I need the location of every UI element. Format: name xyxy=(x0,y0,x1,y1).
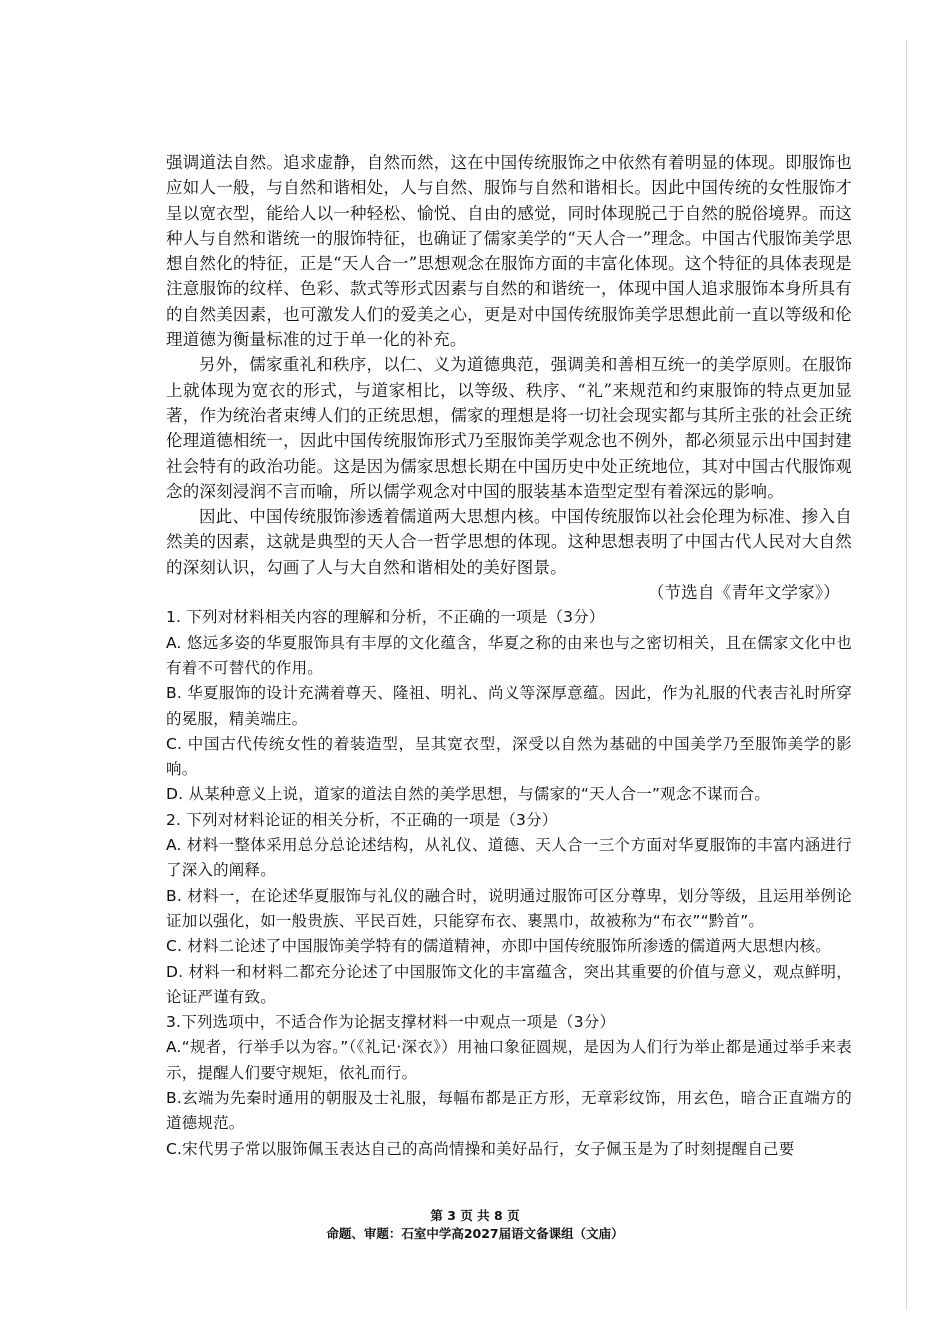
passage-paragraph-1: 强调道法自然。追求虚静，自然而然，这在中国传统服饰之中依然有着明显的体现。即服饰也应如人一般，与自然和谐相处，人与自然、服饰与自然和谐相长。因此中国传统的女性服饰才呈以宽衣型，能给人以一种轻松、愉悦、自由的感觉，同时体现脱己于自然的脱俗境界。而这种人与自然和谐统一的服饰特征，也确证了儒家美学的“天人合一”理念。中国古代服饰美学思想自然化的特征，正是“天人合一”思想观念在服饰方面的丰富化体现。这个特征的具体表现是注意服饰的纹样、色彩、款式等形式因素与自然的和谐统一，体现中国人追求服饰本身所具有的自然美因素，也可激发人们的爱美之心，更是对中国传统服饰美学思想此前一直以等级和伦理道德为衡量标准的过于单一化的补充。 xyxy=(166,153,852,350)
passage-source: （节选自《青年文学家》） xyxy=(647,583,840,603)
question-3 xyxy=(166,1010,852,1162)
option-c: C. 材料二论述了中国服饰美学特有的儒道精神，亦即中国传统服饰所渗透的儒道两大思想内核。 xyxy=(166,937,831,956)
content-column xyxy=(166,150,852,1162)
page-edge-line xyxy=(906,40,907,1310)
option-c: C.宋代男子常以服饰佩玉表达自己的高尚情操和美好品行，女子佩玉是为了时刻提醒自己要 xyxy=(166,1139,795,1158)
page-number: 第 3 页 共 8 页 xyxy=(430,1208,520,1223)
option-c: C. 中国古代传统女性的着装造型，呈其宽衣型，深受以自然为基础的中国美学乃至服饰美学的影响。 xyxy=(166,734,852,779)
option-d: D. 材料一和材料二都充分论述了中国服饰文化的丰富蕴含，突出其重要的价值与意义，观点鲜明，论证严谨有致。 xyxy=(166,962,852,1006)
question-1 xyxy=(166,605,852,807)
option-b: B.玄端为先秦时通用的朝服及士礼服，每幅布都是正方形，无章彩纹饰，用玄色，暗合正直端方的道德规范。 xyxy=(166,1088,852,1133)
option-a: A. 材料一整体采用总分总论述结构，从礼仪、道德、天人合一三个方面对华夏服饰的丰富内涵进行了深入的阐释。 xyxy=(166,836,852,880)
passage-paragraph-2: 另外，儒家重礼和秩序，以仁、义为道德典范，强调美和善相互统一的美学原则。在服饰上就体现为宽衣的形式，与道家相比，以等级、秩序、“礼”来规范和约束服饰的特点更加显著，作为统治者束缚人们的正统思想，儒家的理想是将一切社会现实都与其所主张的社会正统伦理道德相统一，因此中国传统服饰形式乃至服饰美学观念也不例外，都必须显示出中国封建社会特有的政治功能。这是因为儒家思想长期在中国历史中处正统地位，其对中国古代服饰观念的深刻浸润不言而喻，所以儒学观念对中国的服装基本造型定型有着深远的影响。 xyxy=(166,355,852,501)
option-b: B. 华夏服饰的设计充满着尊天、隆祖、明礼、尚义等深厚意蕴。因此，作为礼服的代表吉礼时所穿的冕服，精美端庄。 xyxy=(166,684,852,728)
question-stem: 3.下列选项中，不适合作为论据支撑材料一中观点一项是（3分） xyxy=(166,1013,616,1032)
footer-credit: 命题、审题：石室中学高2027届语文备课组（文庙） xyxy=(326,1226,624,1241)
question-stem: 2. 下列对材料论证的相关分析，不正确的一项是（3分） xyxy=(166,810,558,829)
reading-passage xyxy=(166,150,852,605)
option-a: A.“规者，行举手以为容。”（《礼记·深衣》）用袖口象征圆规，是因为人们行为举止都是通过举手来表示，提醒人们要守规矩，依礼而行。 xyxy=(166,1038,852,1082)
option-a: A. 悠远多姿的华夏服饰具有丰厚的文化蕴含，华夏之称的由来也与之密切相关，且在儒家文化中也有着不可替代的作用。 xyxy=(166,633,852,677)
option-d: D. 从某种意义上说，道家的道法自然的美学思想，与儒家的“天人合一”观念不谋而合。 xyxy=(166,785,771,804)
question-stem: 1. 下列对材料相关内容的理解和分析，不正确的一项是（3分） xyxy=(166,608,605,627)
passage-paragraph-3: 因此、中国传统服饰渗透着儒道两大思想内核。中国传统服饰以社会伦理为标准、掺入自然美的因素，这就是典型的天人合一哲学思想的体现。这种思想表明了中国古代人民对大自然的深刻认识，勾画了人与大自然和谐相处的美好图景。 xyxy=(166,507,852,577)
question-2 xyxy=(166,808,852,1010)
question-list xyxy=(166,605,852,1162)
option-b: B. 材料一，在论述华夏服饰与礼仪的融合时，说明通过服饰可区分尊卑，划分等级，且运用举例论证加以强化，如一般贵族、平民百姓，只能穿布衣、裹黑巾，故被称为“布衣”“黔首”。 xyxy=(166,886,852,930)
